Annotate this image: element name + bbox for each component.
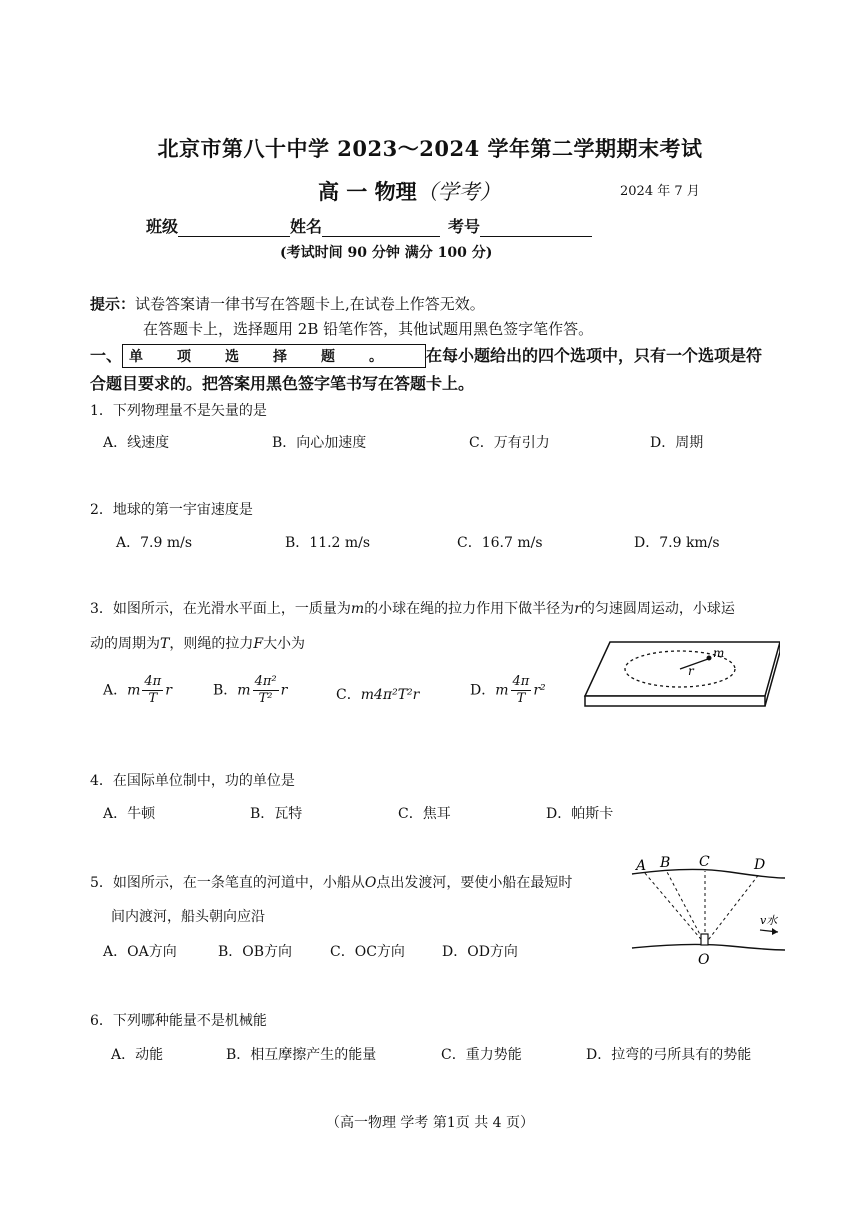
q3-option-d-tail: r² bbox=[533, 682, 546, 699]
q3-text-2: 的小球在绳的拉力作用下做半径为 bbox=[364, 601, 575, 617]
section-name-box: 单项选择题。 bbox=[122, 344, 426, 368]
q3-fig-m-label: m bbox=[713, 646, 725, 660]
q3-option-b-tail: r bbox=[280, 682, 288, 699]
id-label: 考号 bbox=[448, 217, 481, 236]
page-footer: （高一物理 学考 第1页 共 4 页） bbox=[325, 1115, 535, 1131]
subject-mark: （学考） bbox=[416, 180, 501, 204]
q5-option-b[interactable]: B．OB方向 bbox=[218, 944, 293, 960]
exam-title: 北京市第八十中学 2023～2024 学年第二学期期末考试 bbox=[157, 136, 703, 161]
q6-option-a[interactable]: A．动能 bbox=[111, 1047, 164, 1063]
section-desc-1: 在每小题给出的四个选项中，只有一个选项是符 bbox=[426, 346, 763, 365]
q3-option-b-fraction bbox=[253, 674, 279, 707]
q5-line-od bbox=[705, 873, 760, 944]
q5-fig-label-c: C bbox=[699, 854, 710, 870]
q3-ball bbox=[707, 656, 712, 661]
q3-var-t: T bbox=[160, 636, 170, 652]
q5-boat bbox=[701, 934, 708, 945]
q3-option-d-den: T bbox=[516, 691, 526, 706]
q5-fig-label-d: D bbox=[754, 857, 766, 873]
q5-fig-label-o: O bbox=[698, 952, 710, 968]
q3-var-r: r bbox=[574, 601, 581, 617]
subject-name: 高 一 物理 bbox=[318, 179, 417, 204]
section-1-header bbox=[90, 343, 762, 368]
q3-option-b-den: T² bbox=[258, 691, 273, 706]
q3-text-4: 动的周期为 bbox=[90, 636, 160, 652]
q1-stem: 1．下列物理量不是矢量的是 bbox=[90, 403, 267, 419]
q5-river-crossing-figure bbox=[630, 852, 790, 972]
q3-option-c-expr: m4π²T²r bbox=[360, 687, 420, 703]
q5-fig-label-velocity: v水 bbox=[760, 914, 778, 927]
q5-var-o: O bbox=[364, 875, 377, 891]
q3-option-c[interactable] bbox=[336, 684, 419, 704]
q4-option-b[interactable]: B．瓦特 bbox=[250, 806, 303, 822]
q3-option-d-fraction bbox=[511, 674, 532, 707]
q4-stem: 4．在国际单位制中，功的单位是 bbox=[90, 773, 295, 789]
q3-plane-top bbox=[585, 642, 780, 696]
q3-circular-motion-figure bbox=[580, 632, 780, 732]
q5-fig-label-b: B bbox=[660, 855, 671, 871]
q3-option-a-num: 4π bbox=[144, 674, 162, 689]
q4-option-c[interactable]: C．焦耳 bbox=[398, 806, 451, 822]
class-field[interactable] bbox=[178, 220, 290, 237]
q5-line-oa bbox=[644, 872, 705, 944]
q3-text-3: 的匀速圆周运动，小球运 bbox=[580, 601, 735, 617]
q2-stem: 2．地球的第一宇宙速度是 bbox=[90, 502, 253, 518]
q5-text-1: 5．如图所示，在一条笔直的河道中，小船从 bbox=[90, 875, 365, 891]
q1-option-d[interactable]: D．周期 bbox=[650, 435, 704, 451]
q3-plane-side bbox=[585, 696, 765, 706]
q5-current-arrow-head bbox=[772, 928, 778, 935]
q1-option-c[interactable]: C．万有引力 bbox=[469, 435, 550, 451]
section-desc-2: 合题目要求的。把答案用黑色签字笔书写在答题卡上。 bbox=[90, 374, 475, 393]
q5-option-d[interactable]: D．OD方向 bbox=[442, 944, 518, 960]
q5-stem-line-2: 间内渡河，船头朝向应沿 bbox=[111, 909, 265, 925]
q3-option-a-fraction bbox=[142, 674, 163, 707]
q3-text-5: ，则绳的拉力 bbox=[169, 636, 254, 652]
q3-option-a-den: T bbox=[148, 691, 158, 706]
q3-option-b-label: B． bbox=[213, 682, 238, 699]
q4-option-d[interactable]: D．帕斯卡 bbox=[546, 806, 614, 822]
q5-stem-line-1 bbox=[90, 872, 572, 892]
q3-option-b-num: 4π² bbox=[254, 674, 277, 689]
q6-option-c[interactable]: C．重力势能 bbox=[441, 1047, 522, 1063]
q3-text-6: 大小为 bbox=[263, 636, 306, 652]
exam-note: (考试时间 90 分钟 满分 100 分) bbox=[280, 245, 493, 261]
q3-stem-line-1 bbox=[90, 598, 735, 618]
q5-line-ob bbox=[666, 870, 705, 944]
q3-option-a-tail: r bbox=[165, 682, 172, 699]
q5-fig-label-a: A bbox=[636, 858, 647, 874]
q2-option-a[interactable]: A．7.9 m/s bbox=[116, 535, 193, 551]
q3-option-b-coef: m bbox=[237, 682, 251, 699]
q5-option-a[interactable]: A．OA方向 bbox=[103, 944, 177, 960]
q3-option-b[interactable] bbox=[213, 674, 287, 707]
student-info-row bbox=[146, 214, 592, 237]
q2-option-c[interactable]: C．16.7 m/s bbox=[457, 535, 543, 551]
id-field[interactable] bbox=[480, 220, 592, 237]
q1-option-b[interactable]: B．向心加速度 bbox=[272, 435, 367, 451]
tips-line-1 bbox=[90, 293, 485, 314]
q5-option-c[interactable]: C．OC方向 bbox=[330, 944, 405, 960]
q3-text-1: 3．如图所示，在光滑水平面上，一质量为 bbox=[90, 601, 351, 617]
q3-stem-line-2 bbox=[90, 633, 305, 653]
name-field[interactable] bbox=[322, 220, 440, 237]
class-label: 班级 bbox=[146, 217, 179, 236]
exam-date: 2024 年 7 月 bbox=[620, 184, 700, 199]
q3-var-m: m bbox=[350, 601, 365, 617]
q3-option-a[interactable] bbox=[103, 674, 172, 707]
tips-label: 提示： bbox=[90, 295, 136, 313]
q2-option-d[interactable]: D．7.9 km/s bbox=[634, 535, 720, 551]
q3-fig-r-label: r bbox=[688, 664, 694, 678]
q2-option-b[interactable]: B．11.2 m/s bbox=[285, 535, 371, 551]
q3-option-d-coef: m bbox=[495, 682, 509, 699]
q6-stem: 6．下列哪种能量不是机械能 bbox=[90, 1013, 267, 1029]
tips-line-2: 在答题卡上，选择题用 2B 铅笔作答，其他试题用黑色签字笔作答。 bbox=[143, 320, 594, 338]
q6-option-b[interactable]: B．相互摩擦产生的能量 bbox=[226, 1047, 377, 1063]
subject-line bbox=[318, 176, 501, 206]
q3-var-f: F bbox=[253, 636, 264, 652]
q3-option-d[interactable] bbox=[470, 674, 546, 707]
q3-option-c-label: C． bbox=[336, 687, 361, 703]
tips-text-1: 试卷答案请一律书写在答题卡上,在试卷上作答无效。 bbox=[135, 295, 485, 313]
q3-option-d-num: 4π bbox=[512, 674, 530, 689]
q5-text-2: 点出发渡河，要使小船在最短时 bbox=[376, 875, 573, 891]
q3-option-a-label: A． bbox=[103, 682, 128, 699]
q6-option-d[interactable]: D．拉弯的弓所具有的势能 bbox=[586, 1047, 752, 1063]
name-label: 姓名 bbox=[290, 217, 323, 236]
q1-option-a[interactable]: A．线速度 bbox=[103, 435, 170, 451]
q3-option-a-coef: m bbox=[127, 682, 141, 699]
q4-option-a[interactable]: A．牛顿 bbox=[103, 806, 156, 822]
section-number: 一、 bbox=[90, 346, 123, 365]
q3-option-d-label: D． bbox=[470, 682, 496, 699]
